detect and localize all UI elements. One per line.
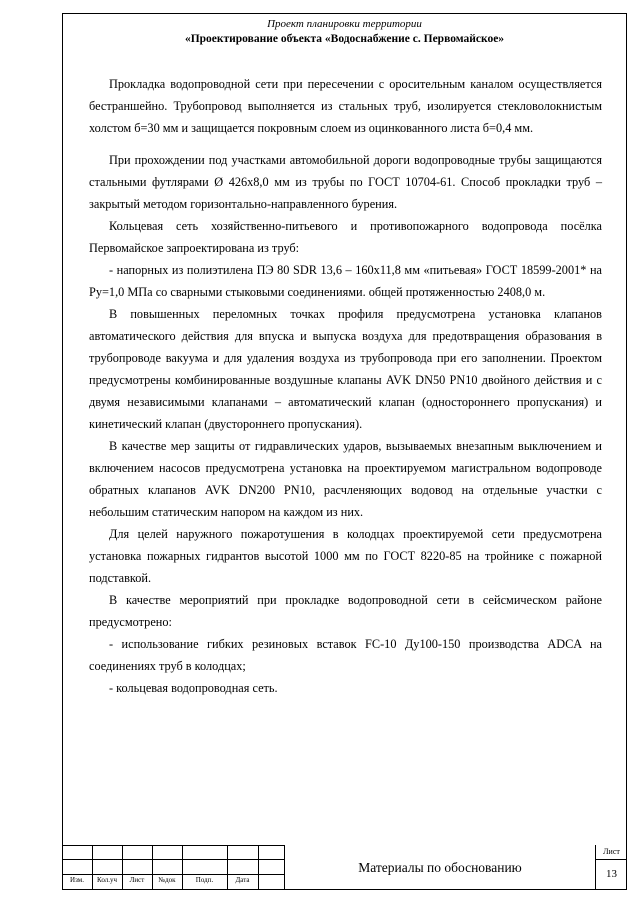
column-label-doc-number: №док <box>158 876 176 884</box>
sheet-number-box <box>595 845 627 890</box>
paragraph-fire-hydrants: Для целей наружного пожаротушения в колодцах проектируемой сети предусмотрена установка пожарных гидрантов высотой 1000 мм по ГОСТ 8220-85 на тройнике с пожарной подставкой. <box>89 527 602 585</box>
list-item-rubber-inserts: - использование гибких резиновых вставок FC-10 Ду100-150 производства ADCA на соединениях труб в колодцах; <box>89 637 602 673</box>
column-label-change: Изм. <box>70 876 84 884</box>
title-block-title: Материалы по обоснованию <box>284 845 595 890</box>
title-block-line <box>258 845 259 890</box>
paragraph-seismic-measures: В качестве мероприятий при прокладке водопроводной сети в сейсмическом районе предусмотрено: <box>89 593 602 629</box>
document-body <box>89 73 602 699</box>
column-label-signature: Подп. <box>195 876 214 884</box>
column-label-date: Дата <box>235 876 250 884</box>
title-block-line <box>62 874 284 875</box>
title-block <box>62 845 627 890</box>
paragraph-pe-pipes: - напорных из полиэтилена ПЭ 80 SDR 13,6 – 160х11,8 мм «питьевая» ГОСТ 18599-2001* на Ру=1,0 МПа со сварными стыковыми соединениями. общей протяженностью 2408,0 м. <box>89 263 602 299</box>
paragraph-air-valves: В повышенных переломных точках профиля предусмотрена установка клапанов автоматического действия для впуска и выпуска воздуха для предотвращения образования в трубопроводе вакуума и для удаления воздуха из трубопровода при его заполнении. Проектом предусмотрены комбинированные воздушные клапаны AVK DN50 PN10 двойного действия и с двумя независимыми клапанами – автоматический клапан (одностороннего пропускания) и кинетический клапан (двустороннего пропускания). <box>89 307 602 431</box>
header-project-type: Проект планировки территории <box>267 18 422 30</box>
document-header <box>62 18 627 46</box>
paragraph-water-hammer: В качестве мер защиты от гидравлических ударов, вызываемых внезапным выключением и включением насосов предусмотрена установка на проектируемом магистральном водопроводе обратных клапанов AVK DN200 PN10, расчленяющих водовод на отдельные участки с небольшим статическим напором на каждом из них. <box>89 439 602 519</box>
paragraph-ring-network: Кольцевая сеть хозяйственно-питьевого и противопожарного водопровода посёлка Первомайское запроектирована из труб: <box>89 219 602 255</box>
sheet-number: 13 <box>606 868 617 880</box>
list-item-ring-network: - кольцевая водопроводная сеть. <box>109 681 278 695</box>
paragraph-canal-crossing: Прокладка водопроводной сети при пересечении с оросительным каналом осуществляется бестраншейно. Трубопровод выполняется из стальных труб, изолируется стекловолокнистым холстом б=30 мм и защищается покровным слоем из оцинкованного листа б=0,4 мм. <box>89 77 602 135</box>
title-block-line <box>62 845 284 846</box>
paragraph-road-crossing: При прохождении под участками автомобильной дороги водопроводные трубы защищаются стальными футлярами Ø 426х8,0 мм из трубы по ГОСТ 10704-61. Способ прокладки труб – закрытый методом горизонтально-направленного бурения. <box>89 153 602 211</box>
title-block-line <box>62 859 284 860</box>
header-project-title: «Проектирование объекта «Водоснабжение с. Первомайское» <box>184 33 505 45</box>
column-label-sheet: Лист <box>129 876 145 884</box>
column-label-count: Кол.уч <box>97 876 117 884</box>
sheet-label: Лист <box>596 845 627 860</box>
